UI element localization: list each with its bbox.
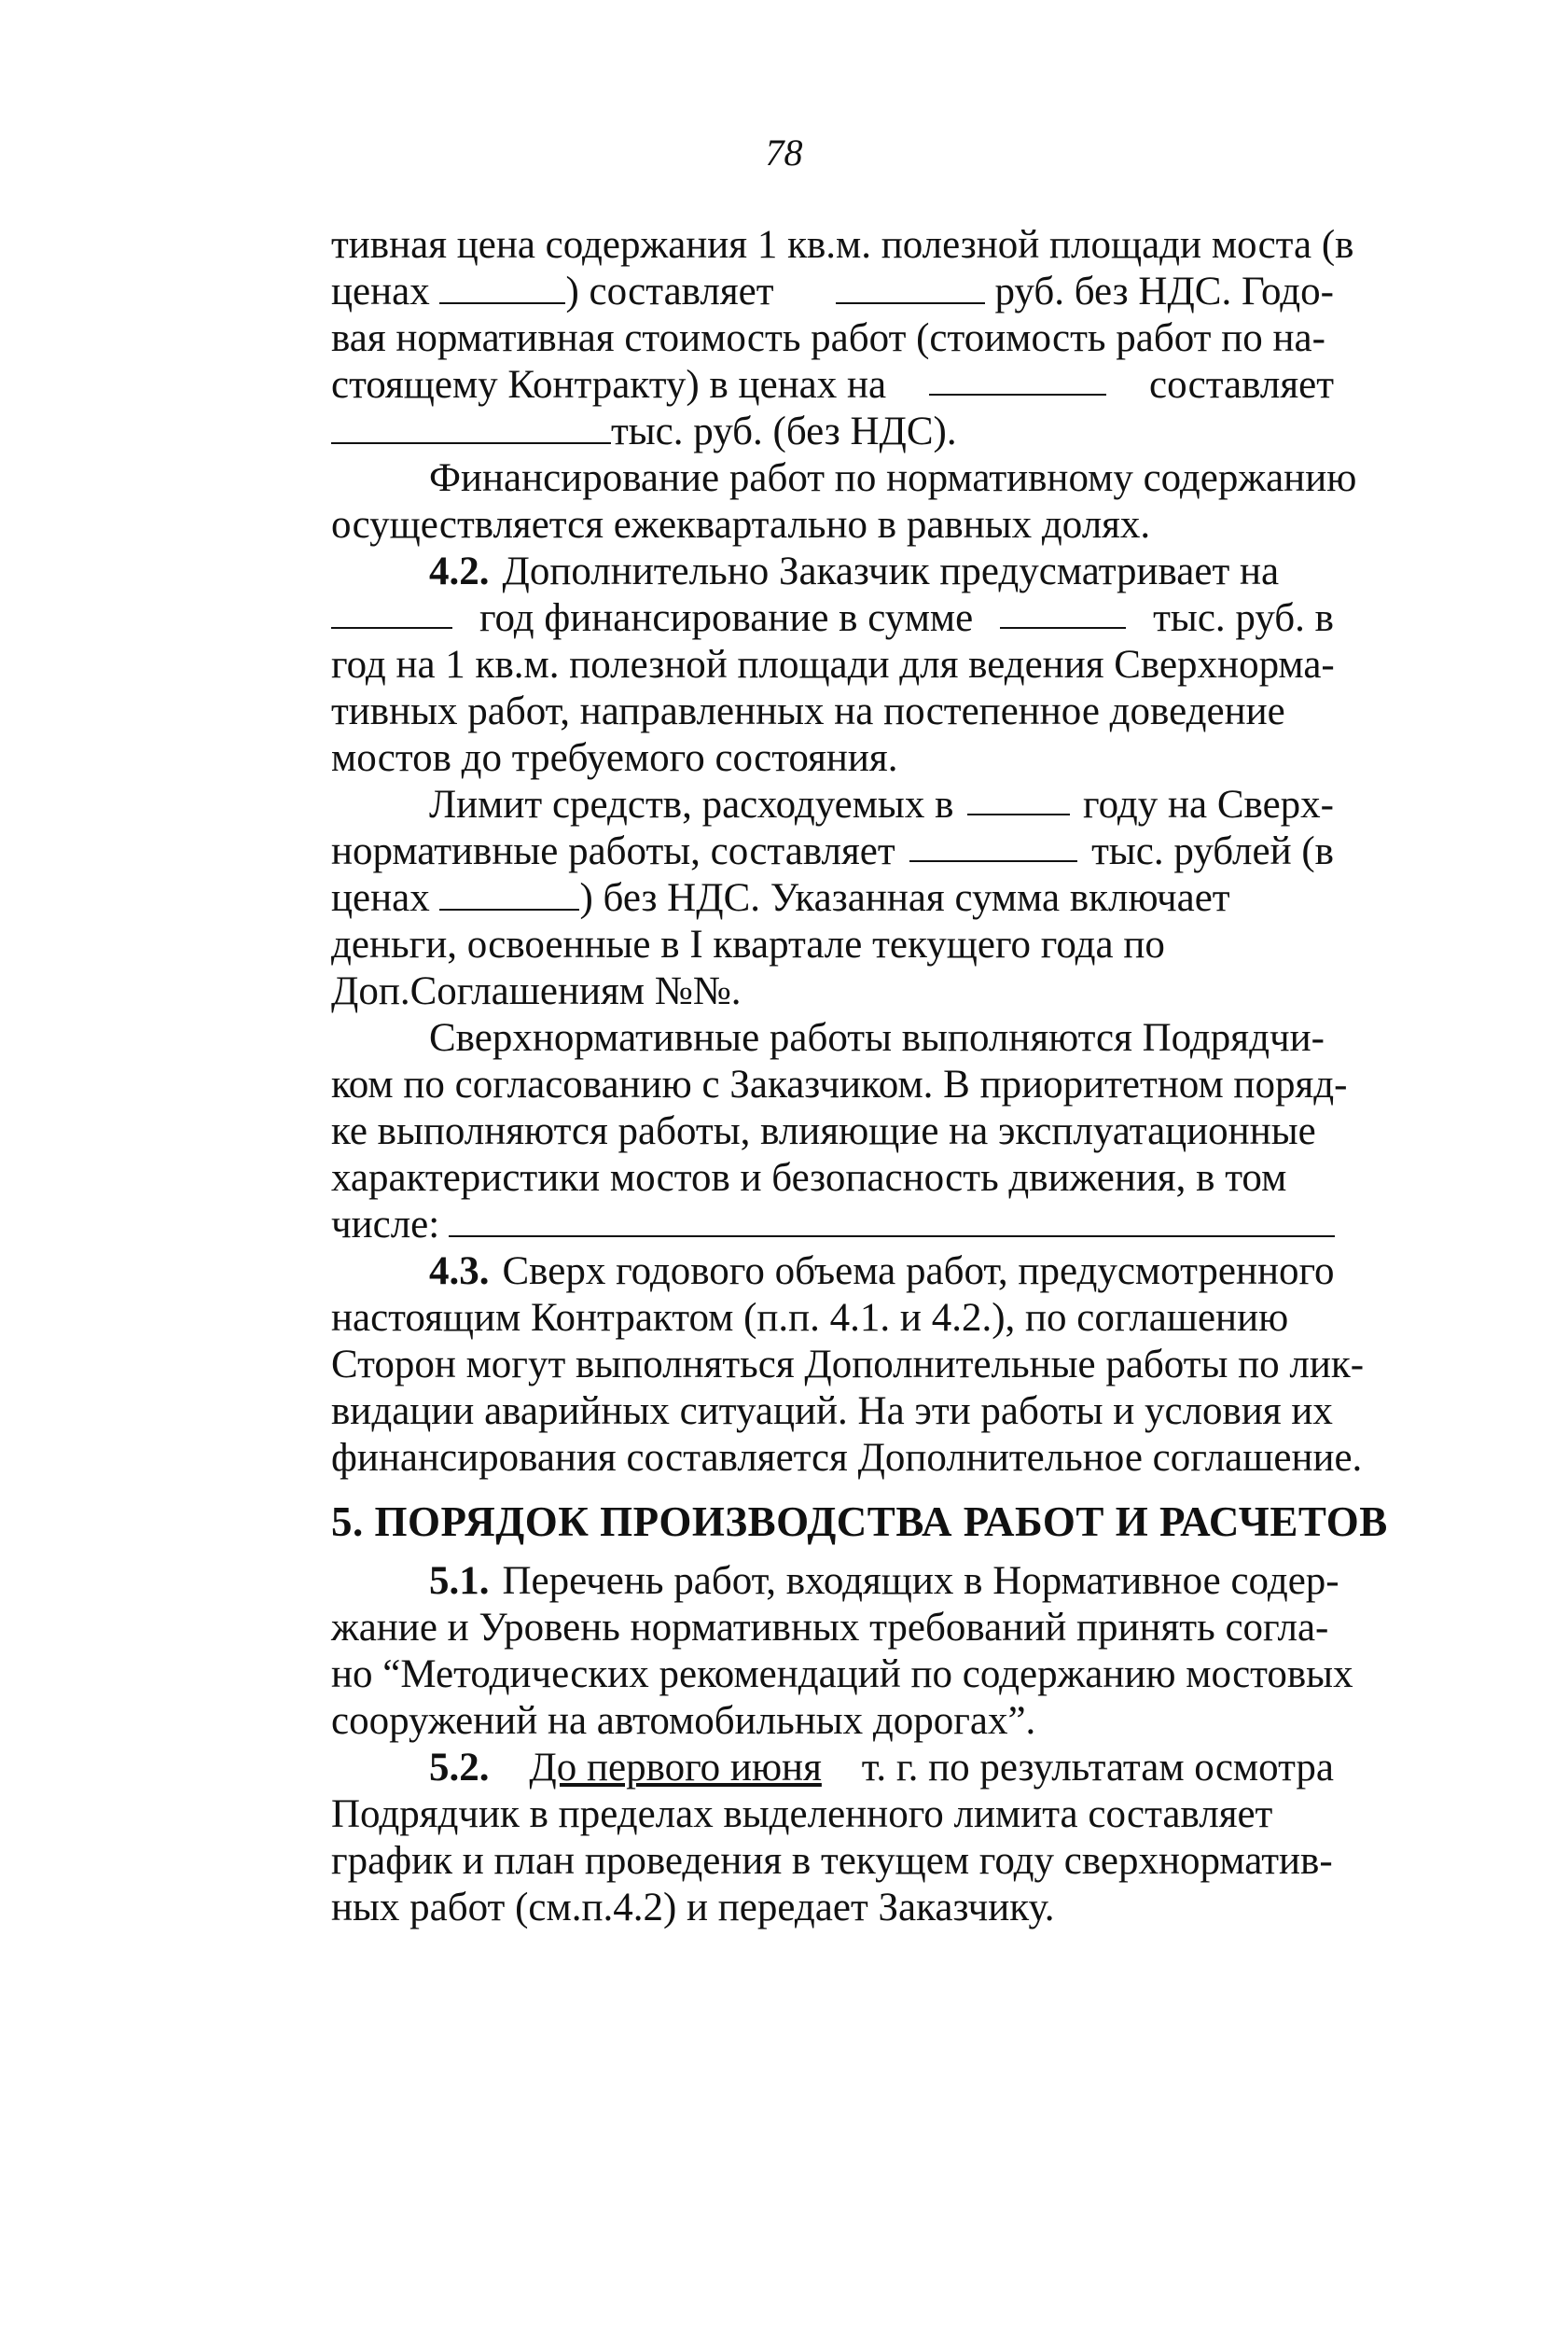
text-fragment: Лимит средств, расходуемых в xyxy=(429,783,954,827)
text-fragment: сооружений на автомобильных дорогах”. xyxy=(331,1699,1036,1743)
text-fragment xyxy=(331,875,1230,922)
text-fragment: Финансирование работ по нормативному содержанию xyxy=(429,456,1357,500)
text-line xyxy=(331,549,1334,595)
text-line xyxy=(331,315,1334,362)
blank-field xyxy=(331,411,611,444)
text-line xyxy=(331,1745,1334,1791)
text-fragment: Перечень работ, входящих в Нормативное содер- xyxy=(502,1559,1339,1603)
text-line xyxy=(331,1155,1334,1202)
blank-field xyxy=(439,271,565,304)
text-fragment: Доп.Соглашениям №№. xyxy=(331,969,742,1013)
text-line xyxy=(331,968,1334,1015)
text-fragment: график и план проведения в текущем году сверхнорматив- xyxy=(331,1839,1333,1883)
text-fragment: настоящим Контрактом (п.п. 4.1. и 4.2.), по соглашению xyxy=(331,1296,1289,1340)
text-fragment: ) составляет xyxy=(565,270,774,313)
text-fragment: Сверх годового объема работ, предусмотренного xyxy=(502,1249,1335,1293)
text-fragment: составляет xyxy=(1149,363,1334,407)
clause-4-3 xyxy=(331,1248,1365,1482)
over-norm-paragraph xyxy=(331,1015,1348,1248)
text-line xyxy=(331,782,1334,829)
blank-field xyxy=(967,782,1070,815)
text-fragment: тыс. рублей (в xyxy=(1091,829,1334,873)
text-line xyxy=(331,689,1334,735)
text-line xyxy=(331,1698,1334,1745)
text-line xyxy=(331,1202,1334,1248)
text-fragment: ) без НДС. Указанная сумма включает xyxy=(579,876,1230,920)
text-fragment: ных работ (см.п.4.2) и передает Заказчику. xyxy=(331,1886,1055,1929)
text-fragment: вая нормативная стоимость работ (стоимость работ по на- xyxy=(331,316,1325,360)
text-fragment xyxy=(836,269,1334,315)
text-fragment: год финансирование в сумме xyxy=(479,596,974,640)
text-fragment: Сторон могут выполняться Дополнительные работы по лик- xyxy=(331,1343,1365,1386)
section-heading: 5. ПОРЯДОК ПРОИЗВОДСТВА РАБОТ И РАСЧЕТОВ xyxy=(331,1498,1388,1545)
blank-field xyxy=(331,595,452,629)
text-fragment: тивная цена содержания 1 кв.м. полезной площади моста (в xyxy=(331,223,1354,267)
text-line xyxy=(331,1605,1334,1651)
blank-field xyxy=(929,362,1106,396)
text-fragment: тыс. руб. в xyxy=(1153,596,1334,640)
text-line xyxy=(331,1015,1334,1062)
text-fragment: стоящему Контракту) в ценах на xyxy=(331,363,887,407)
text-line xyxy=(331,1651,1353,1698)
text-line xyxy=(331,502,1334,549)
clause-number: 4.3. xyxy=(429,1249,490,1293)
text-fragment xyxy=(331,269,774,315)
text-line xyxy=(331,642,1334,689)
text-line xyxy=(331,829,1334,875)
document-body xyxy=(331,222,1388,1931)
intro-paragraph xyxy=(331,222,1354,455)
text-line xyxy=(331,875,1334,922)
text-line xyxy=(331,1388,1334,1435)
text-fragment: ценах xyxy=(331,876,430,920)
text-fragment: ценах xyxy=(331,270,430,313)
text-line xyxy=(331,362,1334,409)
text-fragment: Дополнительно Заказчик предусматривает на xyxy=(502,550,1280,593)
text-line xyxy=(331,1838,1334,1885)
blank-field xyxy=(909,829,1077,862)
underlined-date: До первого июня xyxy=(529,1746,822,1790)
text-fragment: тыс. руб. (без НДС). xyxy=(611,410,957,453)
blank-field xyxy=(449,1204,1335,1237)
text-fragment: осуществляется ежеквартально в равных долях. xyxy=(331,503,1151,547)
text-fragment: год на 1 кв.м. полезной площади для ведения Сверхнорма- xyxy=(331,643,1335,687)
clause-number: 4.2. xyxy=(429,550,490,593)
clause-4-2 xyxy=(331,549,1334,782)
text-line xyxy=(331,269,1334,315)
clause-5-1 xyxy=(331,1558,1353,1745)
text-line xyxy=(331,222,1354,269)
text-fragment: видации аварийных ситуаций. На эти работы и условия их xyxy=(331,1389,1333,1433)
text-fragment: финансирования составляется Дополнительное соглашение. xyxy=(331,1436,1363,1480)
text-fragment: но “Методических рекомендаций по содержанию мостовых xyxy=(331,1652,1353,1696)
text-fragment: году на Сверх- xyxy=(1083,783,1334,827)
text-line xyxy=(331,1791,1334,1838)
text-fragment: ком по согласованию с Заказчиком. В приоритетном поряд- xyxy=(331,1063,1348,1107)
text-line xyxy=(331,409,1334,455)
text-line xyxy=(331,1248,1334,1295)
text-fragment: нормативные работы, составляет xyxy=(331,829,895,873)
limit-paragraph xyxy=(331,782,1334,1015)
clause-5-2 xyxy=(331,1745,1334,1931)
text-line xyxy=(331,1885,1334,1931)
text-fragment: т. г. по результатам осмотра xyxy=(861,1746,1334,1790)
text-fragment: руб. без НДС. Годо- xyxy=(994,270,1334,313)
text-fragment: деньги, освоенные в I квартале текущего года по xyxy=(331,923,1165,967)
financing-paragraph xyxy=(331,455,1357,549)
text-line xyxy=(331,922,1334,968)
text-line xyxy=(331,595,1334,642)
text-line xyxy=(331,1435,1363,1482)
text-line xyxy=(331,1295,1334,1342)
blank-field xyxy=(836,271,985,304)
text-fragment: жание и Уровень нормативных требований принять согла- xyxy=(331,1606,1329,1650)
text-line xyxy=(331,1108,1334,1155)
text-fragment: характеристики мостов и безопасность движения, в том xyxy=(331,1156,1287,1200)
text-line xyxy=(331,1342,1365,1388)
text-fragment: Сверхнормативные работы выполняются Подрядчи- xyxy=(429,1016,1325,1060)
blank-field xyxy=(1000,595,1126,629)
text-fragment: тивных работ, направленных на постепенное доведение xyxy=(331,689,1285,733)
clause-number: 5.1. xyxy=(429,1559,490,1603)
text-fragment: мостов до требуемого состояния. xyxy=(331,736,898,780)
text-fragment: ке выполняются работы, влияющие на эксплуатационные xyxy=(331,1109,1316,1153)
text-line xyxy=(331,735,1334,782)
text-line xyxy=(331,1558,1339,1605)
text-line xyxy=(331,1062,1348,1108)
text-fragment: числе: xyxy=(331,1203,440,1247)
page-number: 78 xyxy=(765,132,803,174)
text-line xyxy=(331,455,1357,502)
blank-field xyxy=(439,877,579,911)
text-fragment: Подрядчик в пределах выделенного лимита составляет xyxy=(331,1792,1273,1836)
clause-number: 5.2. xyxy=(429,1746,490,1790)
